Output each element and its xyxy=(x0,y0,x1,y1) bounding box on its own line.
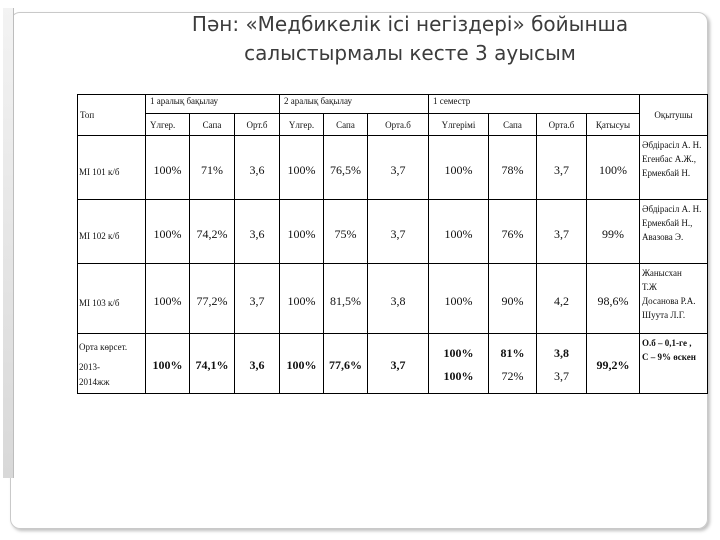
average-label: Орта көрсет. xyxy=(79,341,128,352)
average-value: 77,6% xyxy=(324,334,368,394)
group-header-3: 1 семестр xyxy=(429,95,640,114)
teacher-name: Досанова Р.А. xyxy=(642,296,696,306)
subheader-ortb-1: Орт.б xyxy=(235,114,280,136)
cell-value: 3,7 xyxy=(235,264,280,334)
cell-value: 99% xyxy=(587,200,640,264)
cell-value: 100% xyxy=(280,200,324,264)
group-name: МІ 101 к/б xyxy=(78,136,146,200)
average-value: 100% xyxy=(280,334,324,394)
prev-year-label-2: 2014жж xyxy=(79,376,110,387)
cell-value: 100% xyxy=(429,136,489,200)
teacher-name: Ермекбай Н. xyxy=(642,168,691,178)
subheader-qatysuy: Қатысуы xyxy=(587,114,640,136)
cell-value: 100% xyxy=(429,264,489,334)
cell-value: 77,2% xyxy=(190,264,235,334)
subheader-ortb-3: Орта.б xyxy=(537,114,587,136)
subheader-ulger-1: Үлгер. xyxy=(146,114,190,136)
group-header-1: 1 аралық бақылау xyxy=(146,95,280,114)
cell-value: 100% xyxy=(146,200,190,264)
subheader-ulger-2: Үлгер. xyxy=(280,114,324,136)
cell-value: 98,6% xyxy=(587,264,640,334)
teacher-header: Оқытушы xyxy=(640,95,708,136)
teacher-name: Авазова Э. xyxy=(642,232,684,242)
cell-value: 100% xyxy=(146,264,190,334)
cell-value: 100% xyxy=(146,136,190,200)
teacher-name: Ермекбай Н., xyxy=(642,218,693,228)
teacher-cell xyxy=(640,136,708,200)
cell-value: 100% xyxy=(429,200,489,264)
comparison-table xyxy=(77,94,708,394)
cell-value: 3,6 xyxy=(235,136,280,200)
table-row-average xyxy=(78,334,708,394)
prev-year-value: 100% xyxy=(443,369,474,383)
average-value: 3,7 xyxy=(368,334,429,394)
average-value: 100% xyxy=(146,334,190,394)
teacher-name: Т.Ж xyxy=(642,282,657,292)
teacher-name: Әбдірасіл А. Н. xyxy=(642,204,702,214)
cell-value: 90% xyxy=(489,264,537,334)
top-header: Топ xyxy=(78,95,146,136)
cell-value: 78% xyxy=(489,136,537,200)
prev-year-value: 3,7 xyxy=(554,369,569,383)
average-value: 3,6 xyxy=(235,334,280,394)
cell-value: 3,7 xyxy=(368,136,429,200)
average-note: О.б – 0,1-ге , xyxy=(642,338,692,348)
average-cell-sapa xyxy=(489,334,537,394)
table-row xyxy=(78,136,708,200)
average-cell-ortb xyxy=(537,334,587,394)
subheader-sapa-1: Сапа xyxy=(190,114,235,136)
cell-value: 3,7 xyxy=(368,200,429,264)
cell-value: 76% xyxy=(489,200,537,264)
subheader-sapa-2: Сапа xyxy=(324,114,368,136)
cell-value: 100% xyxy=(280,136,324,200)
cell-value: 100% xyxy=(280,264,324,334)
average-note-cell xyxy=(640,334,708,394)
cell-value: 75% xyxy=(324,200,368,264)
cell-value: 76,5% xyxy=(324,136,368,200)
group-name: МІ 103 к/б xyxy=(78,264,146,334)
teacher-name: Жанысхан xyxy=(642,268,682,278)
cell-value: 81,5% xyxy=(324,264,368,334)
average-cell-ulgerimi xyxy=(429,334,489,394)
prev-year-label-1: 2013- xyxy=(79,361,100,372)
subheader-ulgerimi: Үлгерімі xyxy=(429,114,489,136)
cell-value: 3,7 xyxy=(537,136,587,200)
average-value: 3,8 xyxy=(554,346,569,360)
cell-value: 74,2% xyxy=(190,200,235,264)
prev-year-value: 72% xyxy=(501,369,524,383)
cell-value: 71% xyxy=(190,136,235,200)
slide-left-bar xyxy=(3,8,14,478)
average-value: 81% xyxy=(500,346,525,360)
slide-title xyxy=(110,10,710,68)
average-label-cell xyxy=(78,334,146,394)
table-row xyxy=(78,264,708,334)
group-header-2: 2 аралық бақылау xyxy=(280,95,429,114)
teacher-cell xyxy=(640,264,708,334)
average-note: С – 9% өскен xyxy=(642,352,696,362)
average-value: 74,1% xyxy=(190,334,235,394)
cell-value: 4,2 xyxy=(537,264,587,334)
teacher-name: Әбдірасіл А. Н. xyxy=(642,140,702,150)
cell-value: 100% xyxy=(587,136,640,200)
table-row xyxy=(78,200,708,264)
cell-value: 3,6 xyxy=(235,200,280,264)
title-line-2: салыстырмалы кесте 3 ауысым xyxy=(244,41,576,65)
subheader-sapa-3: Сапа xyxy=(489,114,537,136)
group-name: МІ 102 к/б xyxy=(78,200,146,264)
subheader-ortb-2: Орта.б xyxy=(368,114,429,136)
teacher-name: Шуута Л.Г. xyxy=(642,310,686,320)
average-value: 99,2% xyxy=(587,334,640,394)
cell-value: 3,8 xyxy=(368,264,429,334)
title-line-1: Пән: «Медбикелік ісі негіздері» бойынша xyxy=(191,12,629,36)
cell-value: 3,7 xyxy=(537,200,587,264)
average-value: 100% xyxy=(443,346,474,360)
teacher-name: Егенбас А.Ж., xyxy=(642,154,697,164)
teacher-cell xyxy=(640,200,708,264)
